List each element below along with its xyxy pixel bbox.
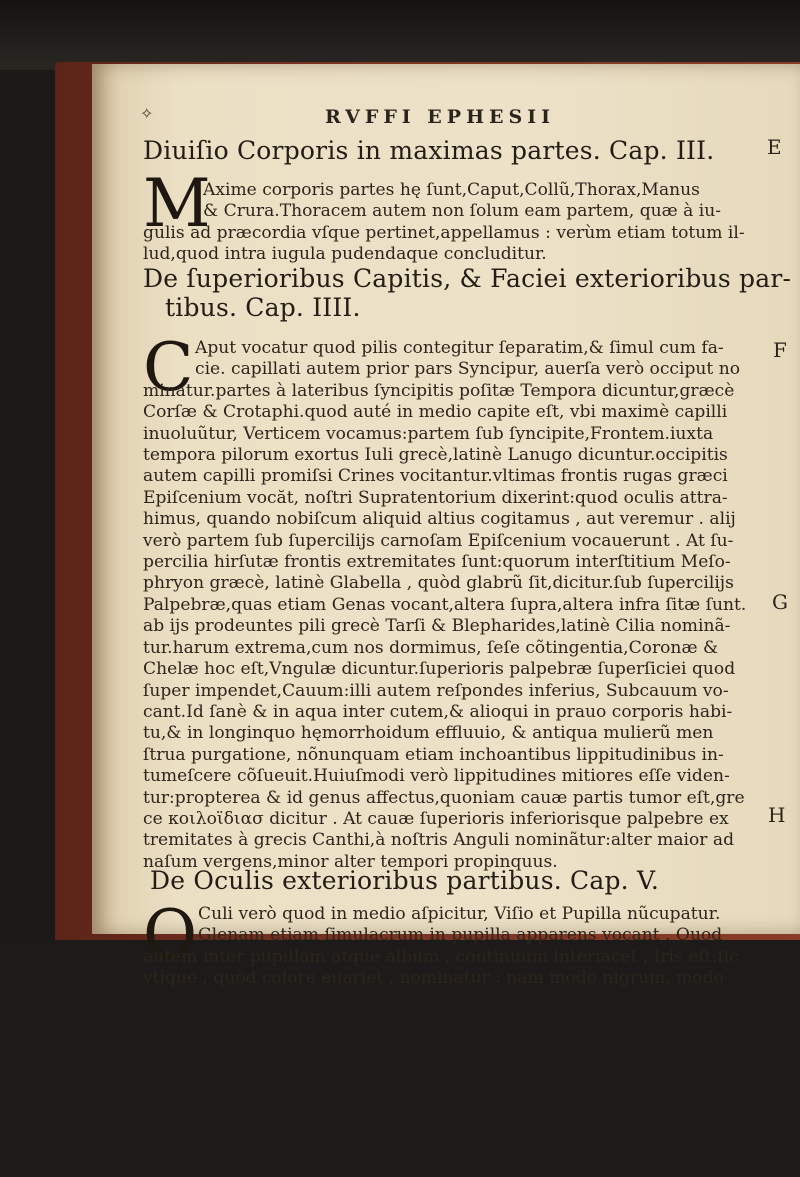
text-line: himus, quando nobiſcum aliquid altius cogitamus , aut veremur . alij: [143, 509, 736, 530]
text-line: cie. capillati autem prior pars Syncipur, auerſa verò occiput no: [195, 359, 741, 380]
text-line: Culi verò quod in medio aſpicitur, Viſio et Pupilla nũcupatur.: [198, 904, 721, 924]
text-line: vtique , quòd colore euariet , nominatur : nam modo nigrum, modo: [143, 968, 724, 989]
text-line: inuoluũtur, Verticem vocamus:partem ſub ſyncipite,Frontem.iuxta: [143, 423, 714, 444]
text-line: Axime corporis partes hę ſunt,Caput,Collũ,Thorax,Manus: [203, 180, 700, 200]
text-line: Glenam etiam ſimulacrum in pupilla apparens vocant . Quod: [198, 925, 723, 946]
paragraph-chapter-4: [143, 329, 747, 873]
text-line: Corſæ & Crotaphi.quod auté in medio capite eſt, vbi maximè capilli: [143, 402, 728, 423]
text-line: autem inter pupillam atque album , continuum interiacet , Iris eſt:ſic: [143, 946, 739, 967]
text-line: Palpebræ,quas etiam Genas vocant,altera ſupra,altera infra ſitæ ſunt.: [143, 594, 747, 615]
chapter-title-5: De Oculis exterioribus partibus. Cap. V.: [150, 866, 660, 895]
chapter-title-4-line-1: De ſuperioribus Capitis, & Faciei exterioribus par-: [143, 264, 792, 293]
text-line: tumeſcere cõſueuit.Huiuſmodi verò lippitudines mitiores eſſe viden-: [143, 766, 730, 787]
text-line: & Crura.Thoracem autem non ſolum eam partem, quæ à iu-: [203, 201, 722, 222]
margin-letter-g: G: [772, 590, 788, 614]
chapter-title-3: Diuiſio Corporis in maximas partes. Cap. III.: [143, 136, 715, 165]
margin-letter-f: F: [773, 338, 787, 362]
text-line: ce κοιλοϊδιασ dicitur . At cauæ ſuperioris inferiorisque palpebre ex: [143, 808, 729, 829]
text-line: tu,& in longinquo hęmorrhoidum effluuio, & antiqua mulierũ men: [143, 723, 714, 744]
text-line: gulis ad præcordia vſque pertinet,appellamus : verùm etiam totum il-: [143, 222, 745, 243]
text-line: ſuper impendet,Cauum:illi autem reſpondes inferius, Subcauum vo-: [143, 680, 729, 701]
text-line: tur:propterea & id genus affectus,quoniam cauæ partis tumor eſt,gre: [143, 787, 745, 808]
text-line: phryon græcè, latinè Glabella , quòd glabrũ ſit,dicitur.ſub ſupercilijs: [143, 573, 734, 594]
text-line: minatur.partes à lateribus ſyncipitis poſitæ Tempora dicuntur,græcè: [143, 380, 735, 401]
text-line: cant.Id ſanè & in aqua inter cutem,& alioqui in prauo corporis habi-: [143, 701, 733, 722]
text-line: naſum vergens,minor alter tempori propinquus.: [143, 851, 558, 872]
margin-letter-h: H: [768, 803, 786, 827]
text-line: percilia hirſutæ frontis extremitates ſunt:quorum interſtitium Meſo-: [143, 552, 731, 573]
text-line: tur.harum extrema,cum nos dormimus, ſeſe cõtingentia,Coronæ &: [143, 637, 719, 658]
paragraph-chapter-5: [143, 896, 743, 990]
chapter-title-4-line-2: tibus. Cap. IIII.: [165, 293, 361, 322]
text-line: Aput vocatur quod pilis contegitur ſeparatim,& ſimul cum fa-: [195, 338, 724, 358]
text-line: Epiſcenium vocăt, noſtri Supratentorium dixerint:quod oculis attra-: [143, 487, 728, 508]
paragraph-chapter-3: [143, 180, 743, 266]
drop-cap-c: C: [143, 329, 194, 406]
margin-letter-e: E: [767, 135, 782, 159]
text-line: tempora pilorum exortus Iuli grecè,latinè Lanugo dicuntur.occipitis: [143, 445, 728, 466]
drop-cap-m: M: [143, 165, 211, 242]
text-line: Chelæ hoc eſt,Vngulæ dicuntur.ſuperioris palpebræ ſuperſiciei quod: [143, 659, 736, 680]
text-line: ab ijs prodeuntes pili grecè Tarſi & Blepharides,latinè Cilia nominã-: [143, 616, 731, 637]
text-line: autem capilli promiſsi Crines vocitantur.vltimas frontis rugas græci: [143, 466, 728, 487]
scan-background-top: [0, 0, 800, 70]
text-line: lud,quod intra iugula pudendaque concluditur.: [143, 244, 547, 265]
running-head-ornament: ✧: [140, 104, 154, 123]
running-head: RVFFI EPHESII: [324, 106, 556, 128]
text-line: tremitates à grecis Canthi,à noſtris Anguli nominãtur:alter maior ad: [143, 830, 735, 851]
drop-cap-o: O: [143, 896, 198, 973]
text-line: ſtrua purgatione, nõnunquam etiam inchoantibus lippitudinibus in-: [143, 744, 724, 765]
text-line: verò partem ſub ſupercilijs carnoſam Epiſcenium vocauerunt . At ſu-: [143, 530, 734, 551]
